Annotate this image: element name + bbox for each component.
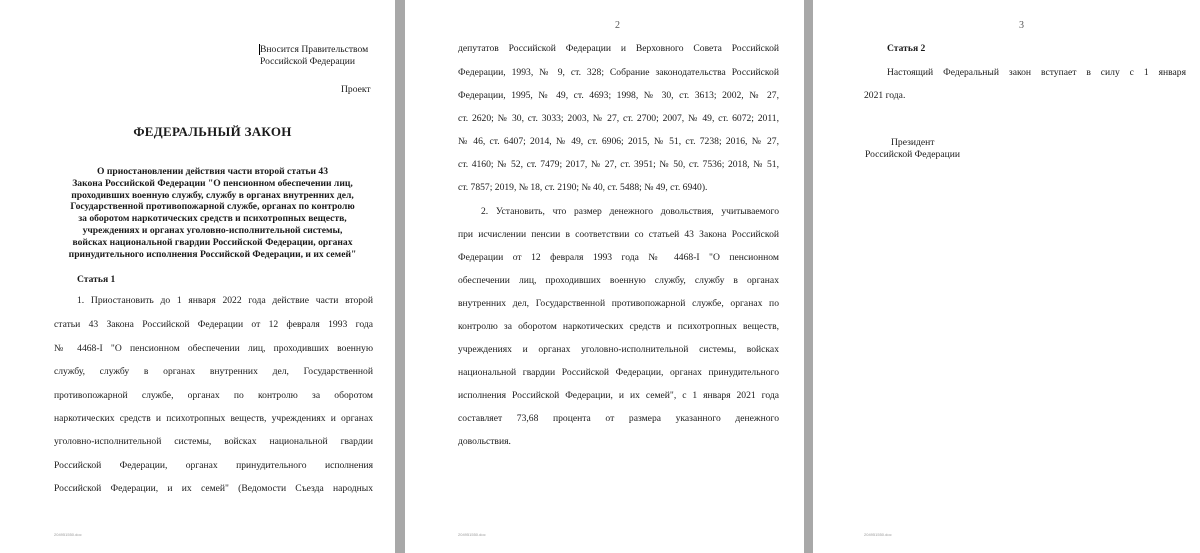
signature-org: Российской Федерации bbox=[865, 149, 960, 160]
law-subtitle bbox=[0, 166, 395, 260]
article-1-heading: Статья 1 bbox=[77, 274, 116, 285]
body-line: составляет 73,68 процента от размера указанного денежного bbox=[458, 413, 779, 424]
subtitle-line: проходивших военную службу, службу в органах внутренних дел, bbox=[71, 189, 354, 201]
body-line: ст. 4160; № 52, ст. 7479; 2017, № 27, ст. 3951; № 50, ст. 7536; 2018, № 51, bbox=[458, 159, 779, 170]
page-separator bbox=[804, 0, 813, 553]
article-2-heading: Статья 2 bbox=[887, 43, 926, 54]
subtitle-line: учреждениях и органах уголовно-исполнительной системы, bbox=[82, 224, 343, 236]
subtitle-line: войсках национальной гвардии Российской Федерации, органах bbox=[72, 236, 353, 248]
subtitle-line: принудительного исполнения Российской Федерации, и их семей" bbox=[68, 248, 357, 260]
page-number: 2 bbox=[615, 20, 620, 31]
body-line: депутатов Российской Федерации и Верховного Совета Российской bbox=[458, 43, 779, 54]
body-line: Федерации, 1993, № 9, ст. 328; Собрание законодательства Российской bbox=[458, 67, 779, 78]
subtitle-line: Закона Российской Федерации "О пенсионном обеспечении лиц, bbox=[72, 177, 353, 189]
submitter-line-1: Вносится Правительством bbox=[260, 44, 369, 55]
body-line: наркотических средств и психотропных веществ, учреждениях и органах bbox=[54, 413, 373, 424]
page-footer: 204951550.doc bbox=[864, 532, 892, 537]
body-line: Российской Федерации, органах принудительного исполнения bbox=[54, 460, 373, 471]
body-line: Российской Федерации, и их семей" (Ведомости Съезда народных bbox=[54, 483, 373, 494]
body-line: ст. 2620; № 30, ст. 3033; 2003, № 27, ст. 2700; 2007, № 49, ст. 6072; 2011, bbox=[458, 113, 779, 124]
subtitle-line: Государственной противопожарной службе, органах по контролю bbox=[70, 201, 355, 213]
page-separator bbox=[395, 0, 405, 553]
body-line: Федерации, 1995, № 49, ст. 4693; 1998, № 30, ст. 3613; 2002, № 27, bbox=[458, 90, 779, 101]
body-line: уголовно-исполнительной системы, войсках национальной гвардии bbox=[54, 436, 373, 447]
body-line: национальной гвардии Российской Федерации, органах принудительного bbox=[458, 367, 779, 378]
submitter-line-2: Российской Федерации bbox=[260, 56, 355, 67]
body-line: службу, службу в органах внутренних дел, Государственной bbox=[54, 366, 373, 377]
body-line: противопожарной службе, органах по контролю за оборотом bbox=[54, 390, 373, 401]
draft-label: Проект bbox=[341, 84, 371, 95]
document-page-1[interactable] bbox=[0, 0, 395, 553]
body-line: исполнения Российской Федерации, и их семей", с 1 января 2021 года bbox=[458, 390, 779, 401]
body-line: при исчислении пенсии в соответствии со статьей 43 Закона Российской bbox=[458, 229, 779, 240]
body-line: внутренних дел, Государственной противопожарной службе, органах по bbox=[458, 298, 779, 309]
body-line: Настоящий Федеральный закон вступает в силу с 1 января bbox=[887, 67, 1186, 78]
signature-title: Президент bbox=[891, 137, 935, 148]
body-line: № 46, ст. 6407; 2014, № 49, ст. 6906; 2015, № 51, ст. 7238; 2016, № 27, bbox=[458, 136, 779, 147]
document-page-3[interactable] bbox=[813, 0, 1200, 553]
subtitle-line: О приостановлении действия части второй статьи 43 bbox=[96, 166, 329, 177]
body-line: 2021 года. bbox=[864, 90, 906, 101]
body-line: обеспечении лиц, проходивших военную службу, службу в органах bbox=[458, 275, 779, 286]
body-line: № 4468-I "О пенсионном обеспечении лиц, проходивших военную bbox=[54, 343, 373, 354]
body-line: довольствия. bbox=[458, 436, 511, 447]
subtitle-line: за оборотом наркотических средств и психотропных веществ, bbox=[78, 213, 347, 225]
body-line: контролю за оборотом наркотических средств и психотропных веществ, bbox=[458, 321, 779, 332]
body-line: Федерации от 12 февраля 1993 года № 4468-I "О пенсионном bbox=[458, 252, 779, 263]
body-line: 1. Приостановить до 1 января 2022 года действие части второй bbox=[77, 295, 373, 306]
body-line: статьи 43 Закона Российской Федерации от 12 февраля 1993 года bbox=[54, 319, 373, 330]
page-footer: 204951550.doc bbox=[458, 532, 486, 537]
document-page-2[interactable] bbox=[405, 0, 804, 553]
law-title: ФЕДЕРАЛЬНЫЙ ЗАКОН bbox=[133, 124, 292, 139]
page-number: 3 bbox=[1019, 20, 1024, 31]
body-line: учреждениях и органах уголовно-исполнительной системы, войсках bbox=[458, 344, 779, 355]
body-line: ст. 7857; 2019, № 18, ст. 2190; № 40, ст. 5488; № 49, ст. 6940). bbox=[458, 182, 708, 193]
body-line: 2. Установить, что размер денежного довольствия, учитываемого bbox=[481, 206, 779, 217]
page-footer: 204951550.doc bbox=[54, 532, 82, 537]
